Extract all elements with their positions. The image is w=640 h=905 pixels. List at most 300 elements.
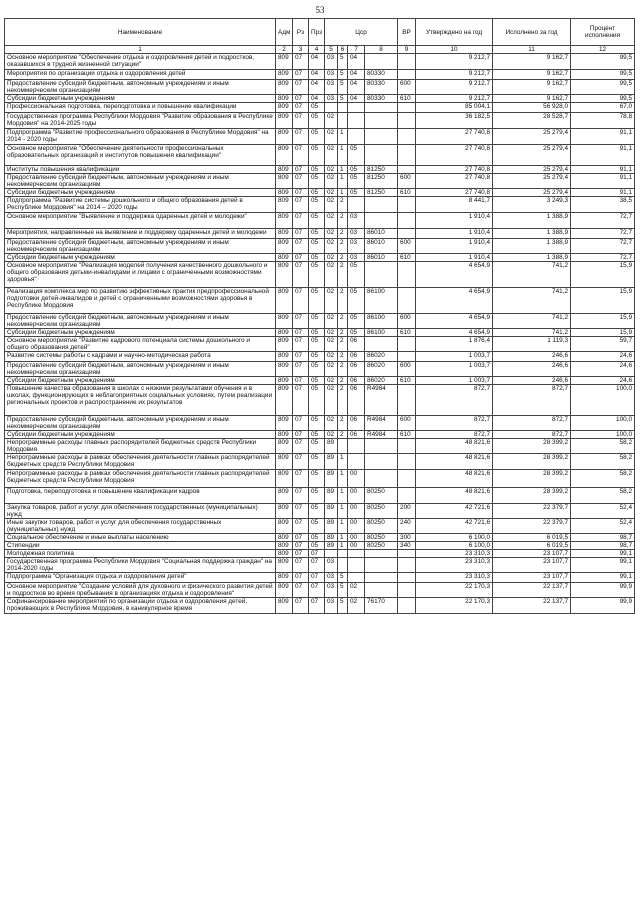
row-name: Основное мероприятие "Создание условий для духовного и физического развития детей и подростков во время пребывания в организациях отдыха и оздоровления" [5, 583, 276, 598]
row-name: Основное мероприятие "Обеспечение деятельности профессиональных образовательных организаций и институтов повышения квалификации" [5, 145, 276, 166]
row-executed: 9 162,7 [493, 80, 571, 95]
row-name: Социальное обеспечение и иные выплаты населению [5, 534, 276, 542]
row-rz: 07 [293, 229, 309, 239]
column-number: 9 [398, 46, 416, 54]
row-percent: 91,1 [571, 189, 635, 197]
row-executed: 25 279,4 [493, 166, 571, 174]
table-row [5, 573, 635, 583]
row-approved: 27 740,8 [416, 166, 493, 174]
row-percent: 15,9 [571, 262, 635, 288]
row-csr-program: 03 [325, 80, 338, 95]
row-adm: 809 [276, 558, 293, 573]
row-percent: 24,6 [571, 352, 635, 362]
table-row [5, 431, 635, 439]
row-csr-subprogram: 2 [338, 416, 348, 431]
row-percent: 15,9 [571, 314, 635, 329]
column-number: 1 [5, 46, 276, 54]
row-csr-direction [365, 550, 398, 558]
row-csr-subprogram: 5 [338, 70, 348, 80]
row-vr [398, 598, 416, 614]
column-number: 11 [493, 46, 571, 54]
row-percent: 91,1 [571, 145, 635, 166]
row-csr-program: 89 [325, 488, 338, 504]
row-prz: 05 [309, 239, 325, 254]
row-executed: 9 162,7 [493, 70, 571, 80]
row-executed: 1 388,9 [493, 254, 571, 262]
row-executed: 22 379,7 [493, 504, 571, 519]
row-vr: 600 [398, 239, 416, 254]
row-csr-direction [365, 113, 398, 129]
row-name: Государственная программа Республики Мордовия "Развитие образования в Республике Мордовия" на 2014-2025 годы [5, 113, 276, 129]
table-header-row [5, 19, 635, 46]
row-csr-event [348, 558, 365, 573]
row-rz: 07 [293, 439, 309, 454]
row-csr-event: 02 [348, 583, 365, 598]
row-vr: 600 [398, 362, 416, 377]
row-prz: 05 [309, 288, 325, 314]
row-csr-direction: R4984 [365, 431, 398, 439]
column-number: 12 [571, 46, 635, 54]
row-percent: 98,7 [571, 534, 635, 542]
row-csr-subprogram: 2 [338, 197, 348, 213]
row-approved: 27 740,8 [416, 174, 493, 189]
row-csr-program: 02 [325, 329, 338, 337]
table-row [5, 113, 635, 129]
row-adm: 809 [276, 583, 293, 598]
row-executed: 25 279,4 [493, 145, 571, 166]
row-csr-program: 89 [325, 542, 338, 550]
row-executed: 872,7 [493, 431, 571, 439]
row-approved: 1 003,7 [416, 352, 493, 362]
table-row [5, 80, 635, 95]
row-vr: 600 [398, 416, 416, 431]
row-prz: 05 [309, 103, 325, 113]
row-csr-direction: 86010 [365, 239, 398, 254]
column-number-row [5, 46, 635, 54]
table-row [5, 470, 635, 488]
row-name: Предоставление субсидий бюджетным, автономным учреждениям и иным некоммерческим организациям [5, 239, 276, 254]
table-row [5, 519, 635, 534]
table-row [5, 174, 635, 189]
row-rz: 07 [293, 352, 309, 362]
row-csr-event: 06 [348, 337, 365, 352]
row-csr-event: 06 [348, 385, 365, 416]
table-body [5, 54, 635, 614]
row-name: Предоставление субсидий бюджетным, автономным учреждениям и иным некоммерческим организациям [5, 362, 276, 377]
row-rz: 07 [293, 103, 309, 113]
row-approved: 8 441,7 [416, 197, 493, 213]
row-prz: 05 [309, 431, 325, 439]
column-number: 8 [365, 46, 398, 54]
row-percent: 15,9 [571, 329, 635, 337]
budget-execution-table [4, 18, 635, 614]
row-csr-event: 05 [348, 314, 365, 329]
row-vr: 610 [398, 431, 416, 439]
row-vr [398, 385, 416, 416]
row-prz: 04 [309, 95, 325, 103]
row-rz: 07 [293, 80, 309, 95]
row-csr-program: 02 [325, 377, 338, 385]
row-csr-program: 03 [325, 70, 338, 80]
row-prz: 05 [309, 519, 325, 534]
row-prz: 04 [309, 80, 325, 95]
row-adm: 809 [276, 454, 293, 470]
row-csr-subprogram [338, 103, 348, 113]
row-csr-subprogram: 1 [338, 174, 348, 189]
row-vr [398, 470, 416, 488]
row-executed: 22 137,7 [493, 598, 571, 614]
row-name: Молодежная политика [5, 550, 276, 558]
row-csr-subprogram: 1 [338, 519, 348, 534]
row-adm: 809 [276, 470, 293, 488]
row-adm: 809 [276, 362, 293, 377]
row-prz: 07 [309, 583, 325, 598]
row-name: Субсидии бюджетным учреждениям [5, 189, 276, 197]
row-csr-direction: R4984 [365, 416, 398, 431]
row-executed: 28 399,2 [493, 488, 571, 504]
row-csr-direction [365, 129, 398, 145]
row-csr-subprogram: 1 [338, 129, 348, 145]
row-vr [398, 558, 416, 573]
row-percent: 99,1 [571, 573, 635, 583]
row-name: Непрограммные расходы главных распорядителей бюджетных средств Республики Мордовия [5, 439, 276, 454]
row-vr: 610 [398, 377, 416, 385]
row-vr [398, 550, 416, 558]
row-percent: 38,5 [571, 197, 635, 213]
row-csr-event [348, 439, 365, 454]
row-rz: 07 [293, 337, 309, 352]
table-row [5, 385, 635, 416]
column-number: 3 [293, 46, 309, 54]
table-row [5, 542, 635, 550]
row-csr-subprogram: 5 [338, 573, 348, 583]
row-name: Повышение качества образования в школах с низкими результатами обучения и в школах, функционирующих в неблагоприятных социальных условиях, путем реализации региональных проектов и распространение их результатов [5, 385, 276, 416]
row-name: Мероприятия по организации отдыха и оздоровления детей [5, 70, 276, 80]
table-row [5, 288, 635, 314]
row-rz: 07 [293, 113, 309, 129]
row-approved: 1 910,4 [416, 254, 493, 262]
row-percent: 52,4 [571, 519, 635, 534]
row-approved: 48 821,6 [416, 470, 493, 488]
row-percent: 91,1 [571, 129, 635, 145]
row-csr-subprogram: 2 [338, 254, 348, 262]
row-csr-subprogram: 2 [338, 262, 348, 288]
row-csr-event [348, 113, 365, 129]
row-csr-program: 03 [325, 558, 338, 573]
row-name: Подготовка, переподготовка и повышение квалификации кадров [5, 488, 276, 504]
row-prz: 05 [309, 145, 325, 166]
table-row [5, 166, 635, 174]
row-name: Стипендии [5, 542, 276, 550]
row-adm: 809 [276, 550, 293, 558]
table-row [5, 416, 635, 431]
row-approved: 42 721,6 [416, 519, 493, 534]
row-csr-direction: 86010 [365, 254, 398, 262]
row-csr-event: 04 [348, 95, 365, 103]
row-prz: 05 [309, 213, 325, 229]
row-executed: 28 399,2 [493, 470, 571, 488]
row-csr-event: 03 [348, 254, 365, 262]
row-rz: 07 [293, 519, 309, 534]
row-csr-program: 02 [325, 229, 338, 239]
row-csr-direction: 86100 [365, 288, 398, 314]
row-rz: 07 [293, 166, 309, 174]
row-csr-subprogram: 1 [338, 145, 348, 166]
row-csr-subprogram: 1 [338, 488, 348, 504]
table-row [5, 337, 635, 352]
row-csr-direction: R4984 [365, 385, 398, 416]
row-csr-program: 02 [325, 288, 338, 314]
row-executed: 741,2 [493, 288, 571, 314]
row-csr-event [348, 103, 365, 113]
row-csr-subprogram [338, 113, 348, 129]
row-csr-event: 04 [348, 80, 365, 95]
row-vr [398, 573, 416, 583]
row-vr: 610 [398, 189, 416, 197]
row-percent: 100,0 [571, 385, 635, 416]
row-csr-event: 05 [348, 329, 365, 337]
row-name: Субсидии бюджетным учреждениям [5, 254, 276, 262]
page-number: 53 [315, 5, 325, 15]
row-executed: 1 388,9 [493, 213, 571, 229]
row-percent: 99,5 [571, 95, 635, 103]
row-executed: 25 279,4 [493, 174, 571, 189]
row-adm: 809 [276, 239, 293, 254]
row-prz: 05 [309, 174, 325, 189]
row-csr-direction: 86020 [365, 352, 398, 362]
table-row [5, 95, 635, 103]
row-adm: 809 [276, 103, 293, 113]
row-approved: 85 004,1 [416, 103, 493, 113]
row-approved: 22 170,3 [416, 583, 493, 598]
row-approved: 48 821,6 [416, 439, 493, 454]
row-rz: 07 [293, 314, 309, 329]
row-approved: 23 310,3 [416, 550, 493, 558]
row-rz: 07 [293, 454, 309, 470]
row-vr [398, 337, 416, 352]
row-vr: 300 [398, 534, 416, 542]
row-name: Непрограммные расходы в рамках обеспечения деятельности главных распорядителей бюджетных средств Республики Мордовия [5, 470, 276, 488]
row-adm: 809 [276, 385, 293, 416]
row-csr-subprogram: 1 [338, 470, 348, 488]
row-executed: 6 019,5 [493, 542, 571, 550]
row-approved: 1 003,7 [416, 377, 493, 385]
row-adm: 809 [276, 352, 293, 362]
row-csr-direction [365, 439, 398, 454]
row-prz: 05 [309, 262, 325, 288]
row-csr-program: 03 [325, 54, 338, 70]
row-csr-subprogram [338, 439, 348, 454]
table-row [5, 54, 635, 70]
row-prz: 05 [309, 113, 325, 129]
row-rz: 07 [293, 550, 309, 558]
row-adm: 809 [276, 113, 293, 129]
row-name: Основное мероприятие "Реализация моделей получения качественного дошкольного и общего образования детьми-инвалидами и лицами с ограниченными возможностями здоровья" [5, 262, 276, 288]
row-adm: 809 [276, 314, 293, 329]
row-vr [398, 70, 416, 80]
row-vr: 240 [398, 519, 416, 534]
column-number: 2 [276, 46, 293, 54]
row-approved: 48 821,6 [416, 488, 493, 504]
row-csr-event: 06 [348, 362, 365, 377]
row-csr-program: 89 [325, 439, 338, 454]
row-vr [398, 213, 416, 229]
row-approved: 872,7 [416, 416, 493, 431]
row-adm: 809 [276, 542, 293, 550]
row-csr-direction [365, 197, 398, 213]
row-rz: 07 [293, 145, 309, 166]
row-percent: 58,2 [571, 439, 635, 454]
row-executed: 246,6 [493, 352, 571, 362]
row-adm: 809 [276, 213, 293, 229]
row-csr-program: 02 [325, 189, 338, 197]
row-adm: 809 [276, 329, 293, 337]
table-row [5, 262, 635, 288]
row-vr [398, 288, 416, 314]
row-adm: 809 [276, 145, 293, 166]
row-prz: 05 [309, 254, 325, 262]
row-prz: 07 [309, 558, 325, 573]
row-csr-subprogram: 1 [338, 504, 348, 519]
row-approved: 872,7 [416, 385, 493, 416]
row-vr [398, 129, 416, 145]
table-row [5, 145, 635, 166]
row-percent: 15,9 [571, 288, 635, 314]
row-percent: 99,9 [571, 598, 635, 614]
row-percent: 99,5 [571, 54, 635, 70]
row-csr-subprogram [338, 558, 348, 573]
row-csr-subprogram: 2 [338, 385, 348, 416]
row-vr [398, 352, 416, 362]
row-prz: 05 [309, 129, 325, 145]
row-vr: 200 [398, 504, 416, 519]
row-adm: 809 [276, 229, 293, 239]
row-csr-event [348, 129, 365, 145]
row-csr-event: 00 [348, 504, 365, 519]
table-row [5, 550, 635, 558]
row-executed: 28 528,7 [493, 113, 571, 129]
row-csr-direction [365, 558, 398, 573]
row-csr-direction: 81250 [365, 174, 398, 189]
row-approved: 27 740,8 [416, 189, 493, 197]
table-row [5, 488, 635, 504]
row-csr-program: 02 [325, 314, 338, 329]
row-approved: 23 310,3 [416, 573, 493, 583]
row-executed: 22 379,7 [493, 519, 571, 534]
row-csr-event: 05 [348, 145, 365, 166]
row-percent: 98,7 [571, 542, 635, 550]
row-vr: 610 [398, 329, 416, 337]
row-csr-subprogram: 2 [338, 352, 348, 362]
row-percent: 99,1 [571, 558, 635, 573]
header-approved: Утверждено на год [416, 19, 493, 46]
row-name: Реализация комплекса мер по развитию эффективных практик предпрофессиональной подготовки детей-инвалидов и детей с ограниченными возможностями здоровья в Республике Мордовия [5, 288, 276, 314]
row-prz: 05 [309, 197, 325, 213]
row-prz: 05 [309, 534, 325, 542]
row-csr-event: 06 [348, 431, 365, 439]
row-csr-program: 03 [325, 573, 338, 583]
table-row [5, 352, 635, 362]
row-csr-program: 02 [325, 145, 338, 166]
row-prz: 05 [309, 329, 325, 337]
row-csr-program: 02 [325, 213, 338, 229]
row-csr-subprogram: 2 [338, 329, 348, 337]
row-csr-event: 03 [348, 239, 365, 254]
row-prz: 04 [309, 54, 325, 70]
header-rz: Рз [293, 19, 309, 46]
row-csr-subprogram: 5 [338, 54, 348, 70]
row-csr-subprogram: 2 [338, 229, 348, 239]
row-percent: 72,7 [571, 254, 635, 262]
row-csr-event [348, 550, 365, 558]
table-row [5, 558, 635, 573]
row-csr-subprogram: 5 [338, 583, 348, 598]
row-csr-program: 03 [325, 583, 338, 598]
row-rz: 07 [293, 558, 309, 573]
row-executed: 741,2 [493, 314, 571, 329]
row-csr-subprogram: 1 [338, 166, 348, 174]
row-name: Закупка товаров, работ и услуг для обеспечения государственных (муниципальных) нужд [5, 504, 276, 519]
row-rz: 07 [293, 362, 309, 377]
row-csr-direction: 80250 [365, 519, 398, 534]
row-adm: 809 [276, 431, 293, 439]
row-approved: 1 910,4 [416, 239, 493, 254]
row-csr-program: 02 [325, 416, 338, 431]
row-csr-event: 06 [348, 416, 365, 431]
row-approved: 4 654,9 [416, 314, 493, 329]
row-adm: 809 [276, 504, 293, 519]
row-csr-direction [365, 54, 398, 70]
row-prz: 05 [309, 416, 325, 431]
row-approved: 1 003,7 [416, 362, 493, 377]
row-name: Предоставление субсидий бюджетным, автономным учреждениям и иным некоммерческим организациям [5, 314, 276, 329]
row-rz: 07 [293, 174, 309, 189]
row-rz: 07 [293, 583, 309, 598]
row-approved: 6 100,0 [416, 534, 493, 542]
row-csr-program: 03 [325, 95, 338, 103]
row-vr [398, 166, 416, 174]
row-adm: 809 [276, 416, 293, 431]
row-name: Субсидии бюджетным учреждениям [5, 95, 276, 103]
column-number: 4 [309, 46, 325, 54]
row-vr [398, 583, 416, 598]
row-adm: 809 [276, 288, 293, 314]
row-csr-direction [365, 470, 398, 488]
table-row [5, 129, 635, 145]
row-csr-direction: 86100 [365, 314, 398, 329]
row-percent: 67,0 [571, 103, 635, 113]
row-csr-direction [365, 573, 398, 583]
row-csr-event: 00 [348, 534, 365, 542]
row-executed: 25 279,4 [493, 189, 571, 197]
table-row [5, 598, 635, 614]
header-adm: Адм [276, 19, 293, 46]
row-csr-event: 04 [348, 54, 365, 70]
row-csr-subprogram: 1 [338, 189, 348, 197]
row-vr [398, 197, 416, 213]
table-row [5, 329, 635, 337]
row-percent: 91,1 [571, 174, 635, 189]
row-rz: 07 [293, 239, 309, 254]
row-adm: 809 [276, 70, 293, 80]
row-approved: 6 100,0 [416, 542, 493, 550]
row-prz: 05 [309, 454, 325, 470]
row-vr: 600 [398, 80, 416, 95]
row-adm: 809 [276, 254, 293, 262]
row-approved: 22 170,3 [416, 598, 493, 614]
row-csr-subprogram: 2 [338, 362, 348, 377]
row-adm: 809 [276, 534, 293, 542]
